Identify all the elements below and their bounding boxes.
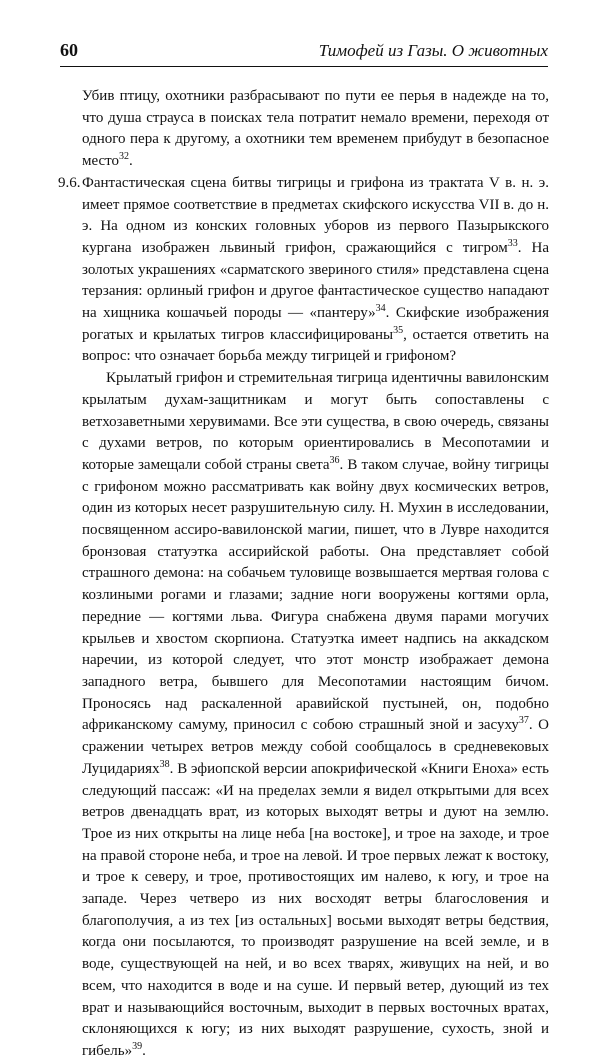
footnote-ref-37: 37 — [518, 715, 529, 727]
paragraph-text: Фантастическая сцена битвы тигрицы и грифона из трактата V в. н. э. имеет прямое соответствие в предметах скифского искусства VII в. до н. э. На одном из конских головных уборов из первого Пазырыкского кургана изображен львиный грифон, сражающийся с тигром — [82, 174, 549, 256]
footnote-ref-39: 39 — [132, 1040, 143, 1052]
paragraph-tail: . — [142, 1042, 146, 1059]
paragraph-text: . О сражении четырех ветров между собой сообщалось в средневековых Луцидариях — [82, 717, 549, 777]
running-title: Тимофей из Газы. О животных — [318, 41, 548, 60]
paragraph-text: . В таком случае, войну тигрицы с грифоном можно рассматривать как войну двух космических ветров, один из которых несет разрушительную силу. Н. Мухин в исследовании, посвященном ассиро-вавилонской магии, пишет, что в Лувре находится бронзовая статуэтка ассирийской работы. Она представляет собой страшного демона: на собачьем туловище возвышается мертвая голова с козлиными рогами и глазами; задние ноги вооружены когтями орла, передние — когтями льва. Фигура снабжена двумя парами могучих крыльев и хвостом скорпиона. Статуэтка имеет надпись на аккадском наречии, из которой следует, что этот монстр изображает демона западного ветра, бывшего для Месопотамии настоящим бичом. Проносясь над раскаленной аравийской пустыней, он, подобно африканскому самуму, приносил с собою страшный зной и засуху — [82, 456, 549, 734]
paragraph-ostrich — [82, 86, 549, 173]
paragraph-text: Крылатый грифон и стремительная тигрица идентичны вавилонским крылатым духам-защитникам и могут быть сопоставлены с ветхозаветными херувимами. Все эти существа, в свою очередь, связаны с духами ветров, по которым ориентировались в Месопотамии и которые замещали собой страны света — [82, 370, 549, 473]
paragraph-text: . Скифские изображения рогатых и крылатых тигров классифицированы — [82, 305, 549, 343]
paragraph-section-9-6 — [58, 173, 549, 368]
section-number: 9.6. — [58, 174, 81, 191]
paragraph-text: Убив птицу, охотники разбрасывают по пути ее перья в надежде на то, что душа страуса в поисках тела потратит немало времени, переходя от одного пера к другому, а охотники тем временем прибудут в безопасное место — [82, 88, 549, 170]
paragraph-text: , остается ответить на вопрос: что означает борьба между тигрицей и грифоном? — [82, 326, 549, 365]
paragraph-text: . В эфиопской версии апокрифической «Книги Еноха» есть следующий пассаж: «И на пределах земли я видел открытыми для всех ветров двенадцать врат, из которых выходят ветры и дуют на землю. Трое из них открыты на лице неба [на востоке], и трое на заходе, и трое на правой стороне неба, и трое на левой. И трое первых лежат к востоку, и трое к северу, и трое, противостоящих им налево, к югу, и трое на западе. Через четверо из них восходят ветры благословения и благополучия, а из тех [из остальных] восьми выходят ветры бедствия, когда они посылаются, то производят разрушение на всей земле, и в воде, существующей на ней, и во всех тварях, живущих на ней, и во всем, что находится в воде и на суше. И первый ветер, дующий из тех врат и называющийся восточным, выходит в первых восточных вратах, склоняющихся к югу; из них выходят разрушение, сухость, зной и гибель» — [82, 760, 549, 1059]
paragraph-tail: . — [129, 153, 133, 170]
body-text — [58, 86, 549, 1063]
paragraph-text: . На золотых украшениях «сарматского звериного стиля» представлена сцена терзания: орлиный грифон и другое фантастическое существо нападают на хищника кошачьей породы — «пантеру» — [82, 239, 549, 322]
page-header — [60, 40, 548, 61]
header-rule — [60, 66, 548, 67]
footnote-ref-33: 33 — [507, 237, 518, 249]
footnote-ref-32: 32 — [119, 151, 130, 163]
page-number: 60 — [60, 40, 78, 60]
footnote-ref-38: 38 — [159, 758, 170, 770]
footnote-ref-35: 35 — [393, 324, 404, 336]
paragraph-griffin-winds — [82, 368, 549, 1063]
footnote-ref-36: 36 — [329, 454, 340, 466]
footnote-ref-34: 34 — [375, 303, 386, 315]
